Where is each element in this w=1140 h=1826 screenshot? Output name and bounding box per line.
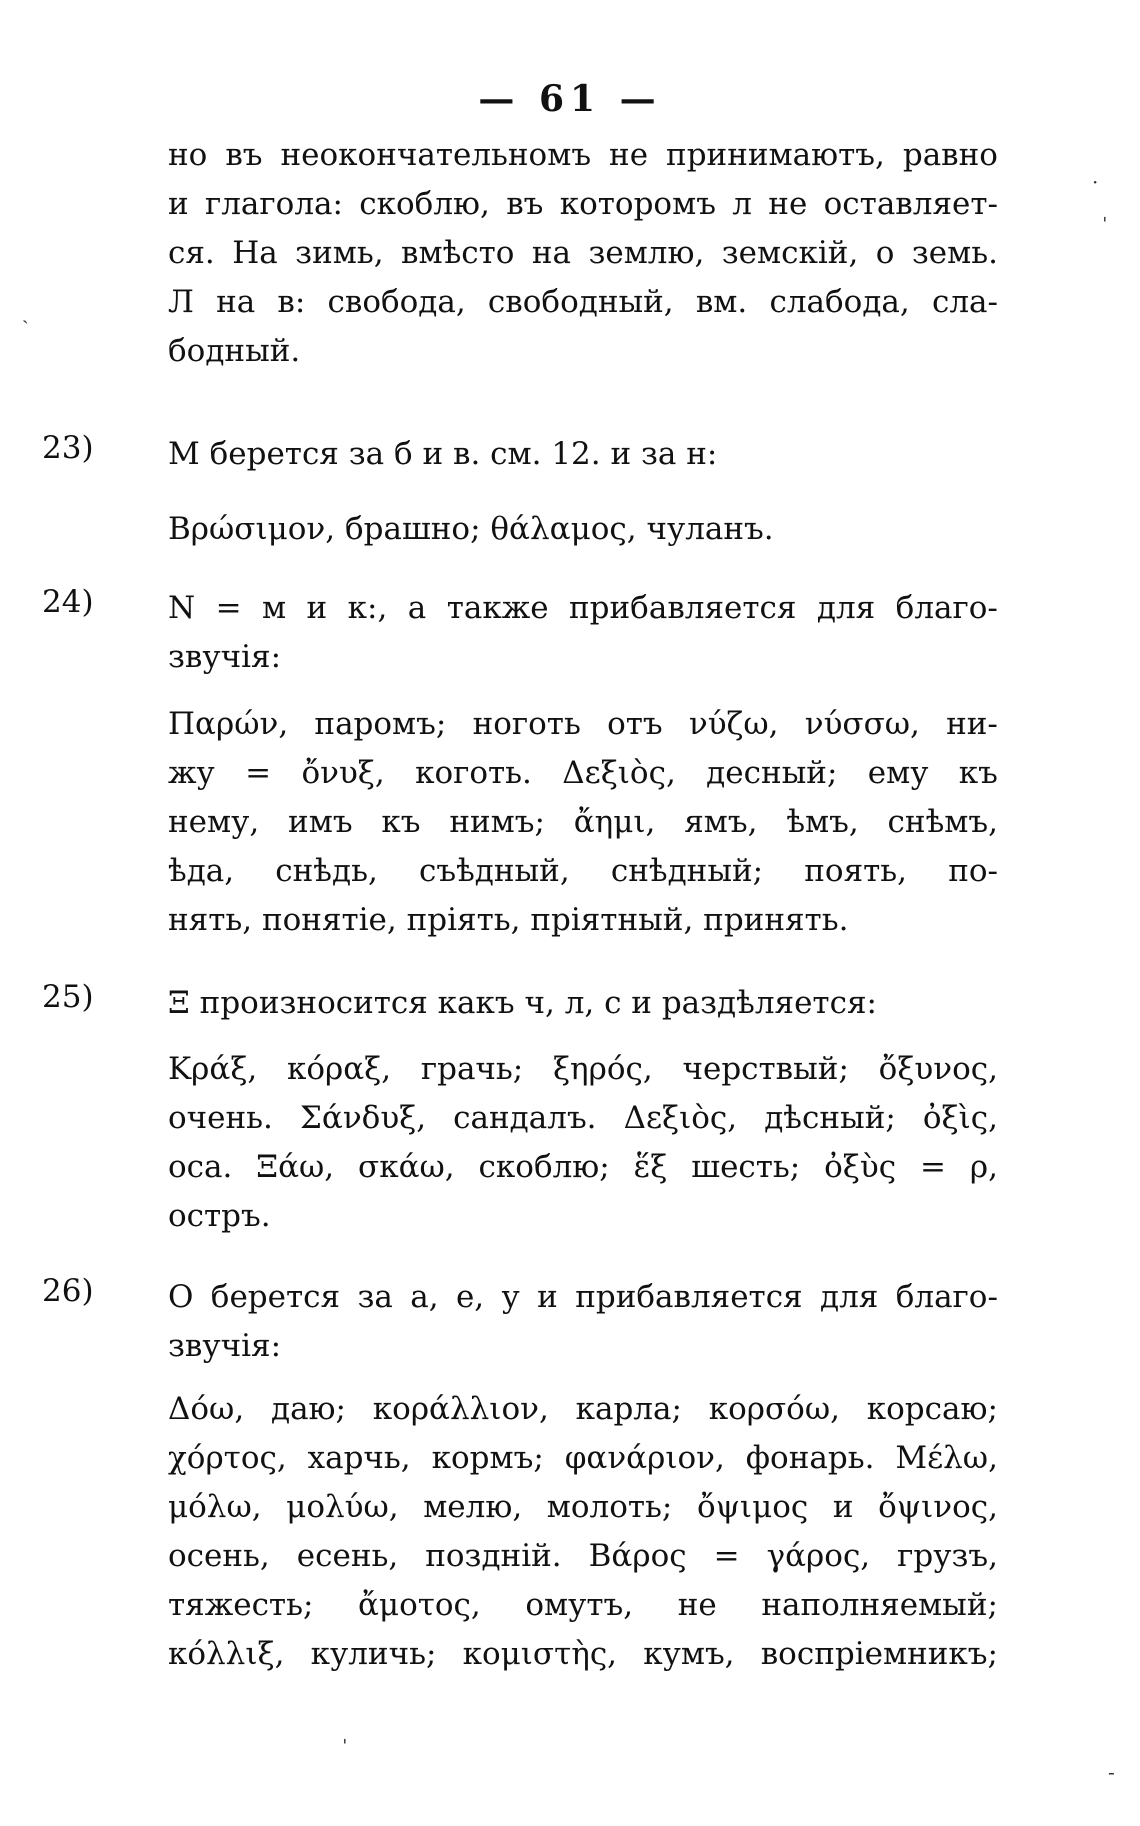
text-line: Ξ произносится какъ ч, л, с и раздѣляется: [168, 985, 877, 1021]
text-line: ѣда, снѣдь, съѣдный, снѣдный; поять, по- [168, 853, 998, 889]
item-24-rule [168, 584, 998, 682]
text-line: Παρών, паромъ; ноготь отъ νύζω, νύσσω, ни- [168, 706, 998, 742]
text-line: μόλω, μολύω, мелю, молоть; ὄψιμος и ὄψινος, [168, 1489, 998, 1525]
text-line: и глагола: скоблю, въ которомъ л не оставляет- [168, 186, 998, 222]
text-line: Л на в: свобода, свободный, вм. слабода, сла- [168, 284, 998, 320]
text-line: бодный. [168, 333, 301, 369]
text-line: звучія: [168, 639, 282, 675]
item-number: 24) [42, 584, 94, 620]
print-speck: ˌ [1102, 200, 1108, 224]
intro-paragraph [168, 131, 998, 376]
print-speck: · [1092, 170, 1099, 194]
text-line: χόρτος, харчь, кормъ; φανάριον, фонарь. Μέλω, [168, 1440, 998, 1476]
print-speck: ˏ [22, 300, 29, 324]
item-24-examples [168, 700, 998, 945]
text-line: очень. Σάνδυξ, сандалъ. Δεξιὸς, дѣсный; ὀξὶς, [168, 1100, 998, 1136]
text-line: ся. На зимь, вмѣсто на землю, земскій, о земь. [168, 235, 998, 271]
item-number: 25) [42, 979, 94, 1015]
text-line: жу = ὄνυξ, коготь. Δεξιὸς, десный; ему къ [168, 755, 998, 791]
text-line: нему, имъ къ нимъ; ἄημι, ямъ, ѣмъ, снѣмъ, [168, 804, 998, 840]
text-line: тяжесть; ἄμοτος, омутъ, не наполняемый; [168, 1587, 998, 1623]
text-line: О берется за а, е, у и прибавляется для благо- [168, 1279, 998, 1315]
text-line: Βρώσιμον, брашно; θάλαμος, чуланъ. [168, 511, 774, 547]
text-line: Κράξ, κόραξ, грачь; ξηρός, черствый; ὄξυνος, [168, 1051, 998, 1087]
item-23-rule [168, 430, 998, 479]
text-line: М берется за б и в. см. 12. и за н: [168, 436, 718, 472]
text-line: κόλλιξ, куличь; κομιστὴς, кумъ, воспріемникъ; [168, 1636, 998, 1672]
print-speck: - [1108, 1760, 1115, 1784]
text-line: оса. Ξάω, σκάω, скоблю; ἕξ шесть; ὀξὺς = ρ, [168, 1149, 998, 1185]
page-number: — 61 — [478, 78, 662, 120]
item-number: 23) [42, 430, 94, 466]
print-speck: ˈ [342, 1735, 348, 1759]
text-line: N = м и к:, а также прибавляется для благо- [168, 590, 998, 626]
item-25-examples [168, 1045, 998, 1241]
text-line: остръ. [168, 1198, 271, 1234]
text-line: осень, есень, поздній. Βάρος = γάρος, грузъ, [168, 1538, 998, 1574]
text-line: Δόω, даю; κοράλλιον, карла; κορσόω, корсаю; [168, 1391, 998, 1427]
text-line: нять, понятіе, пріять, пріятный, принять. [168, 902, 849, 938]
item-26-rule [168, 1273, 998, 1371]
item-number: 26) [42, 1273, 94, 1309]
item-25-rule [168, 979, 998, 1028]
text-line: звучія: [168, 1328, 282, 1364]
item-26-examples [168, 1385, 998, 1679]
item-23-examples [168, 505, 998, 554]
text-line: но въ неокончательномъ не принимаютъ, равно [168, 137, 998, 173]
